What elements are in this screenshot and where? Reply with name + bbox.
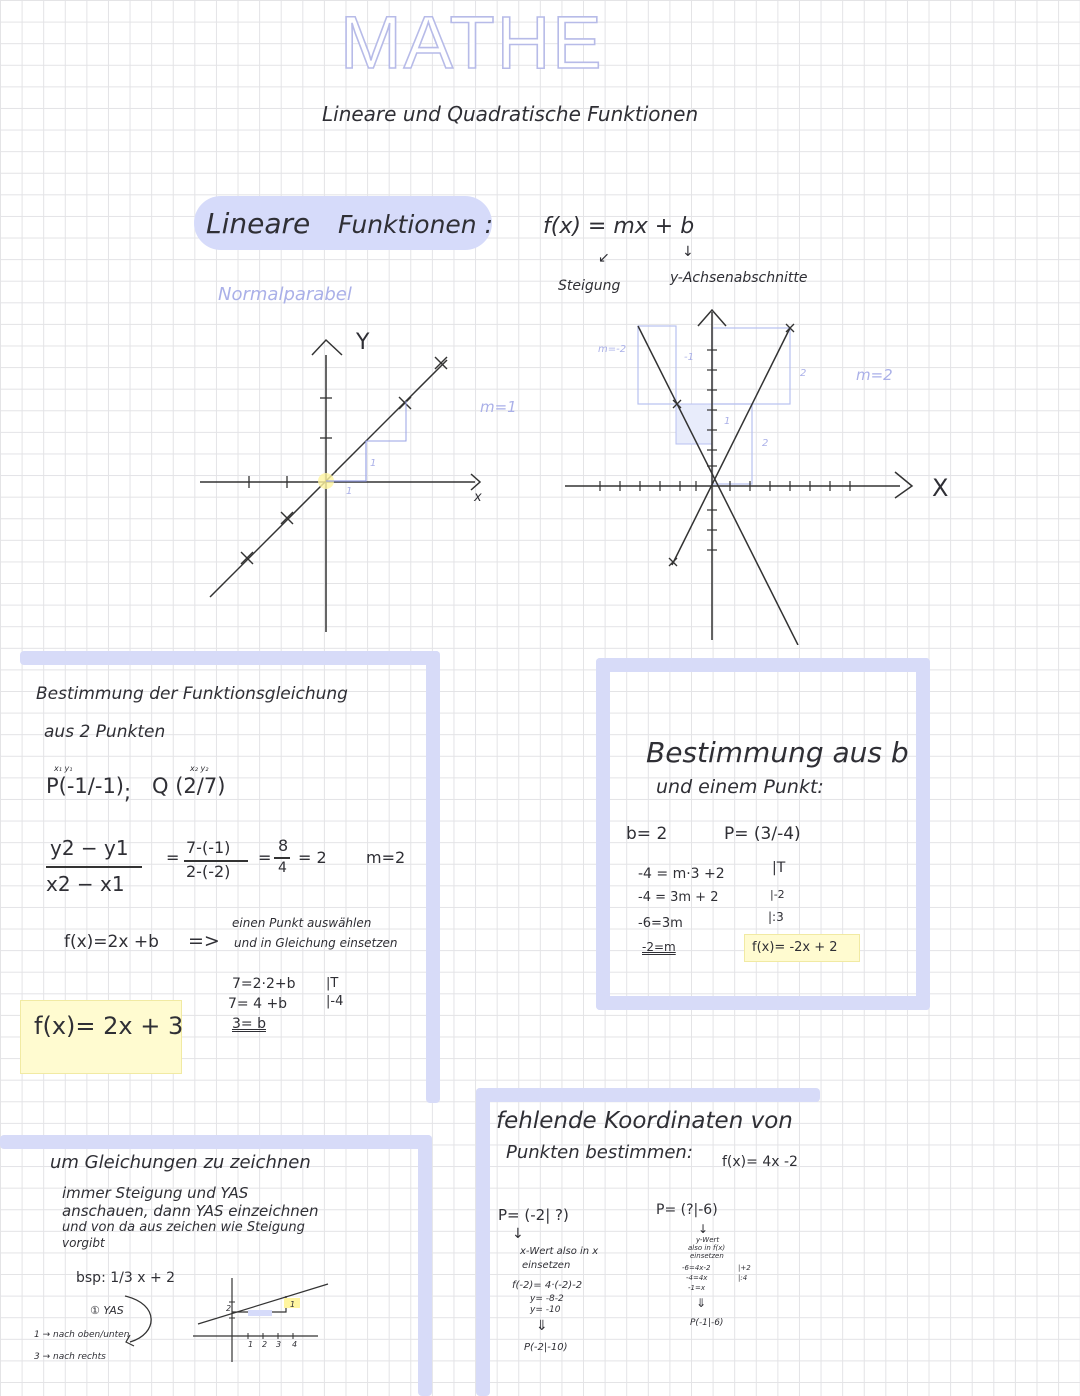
right-note-plus2: |+2	[738, 1264, 751, 1272]
equation-step-1-note: |T	[326, 976, 339, 991]
drawing-text-5: vorgibt	[62, 1236, 105, 1250]
right-result-arrow: ⇓	[696, 1296, 707, 1310]
fx-step: f(x)=2x +b	[64, 932, 159, 952]
right-calc-1: -6=4x-2	[682, 1264, 711, 1272]
left-down-arrow: ↓	[512, 1226, 524, 1242]
left-note-1: x-Wert also in x	[520, 1246, 599, 1257]
right-note-3: einsetzen	[690, 1252, 724, 1260]
calc-result: = 2	[298, 848, 327, 867]
left-result: P(-2|-10)	[524, 1342, 568, 1353]
formula-arrow-m: ↙	[598, 250, 610, 266]
slope-label-m-neg: m=-2	[598, 344, 627, 355]
slope-label-1: 1	[724, 416, 731, 427]
two-points-result: f(x)= 2x + 3	[34, 1012, 184, 1040]
formula-label-b: y-Achsenabschnitte	[670, 270, 808, 286]
drawing-mini-graph	[188, 1274, 338, 1364]
instruction-2: und in Gleichung einsetzen	[234, 936, 398, 950]
slope-denominator: x2 − x1	[46, 872, 125, 896]
drawing-example: bsp: 1/3 x + 2	[76, 1270, 176, 1286]
b-value: b= 2	[626, 824, 668, 844]
drawing-box-right	[418, 1135, 432, 1396]
one-point-point: P= (3/-4)	[724, 824, 801, 844]
missing-box-top	[476, 1088, 820, 1102]
right-result: P(-1|-6)	[690, 1318, 724, 1328]
drawing-text-4: und von da aus zeichen wie Steigung	[62, 1220, 305, 1235]
page-subtitle: Lineare und Quadratische Funktionen	[322, 102, 699, 126]
slope-label-2b: 2	[762, 438, 769, 449]
mini-tick-3: 3	[276, 1340, 282, 1349]
linear-heading-word2: Funktionen :	[338, 210, 494, 239]
equation-step-2: 7= 4 +b	[228, 996, 288, 1012]
two-points-heading-1: Bestimmung der Funktionsgleichung	[36, 684, 348, 704]
calc-denominator: 2-(-2)	[186, 862, 231, 881]
missing-heading-1: fehlende Koordinaten von	[496, 1108, 793, 1134]
frac-bar	[274, 857, 290, 859]
linear-graph	[195, 320, 495, 640]
equation-step-3: 3= b	[232, 1016, 266, 1032]
m-result: m=2	[366, 848, 406, 867]
slope-label-m-pos: m=2	[856, 366, 893, 384]
page-title: MATHE	[340, 1, 604, 84]
right-note-2: also in f(x)	[688, 1244, 726, 1252]
right-calc-2: -4=4x	[686, 1274, 708, 1282]
slope-label-2a: 2	[800, 368, 807, 379]
two-points-heading-2: aus 2 Punkten	[44, 722, 166, 742]
one-point-step-1: -4 = m·3 +2	[638, 866, 725, 882]
drawing-box-top	[0, 1135, 432, 1149]
one-point-box-top	[596, 658, 930, 672]
one-point-heading-2: und einem Punkt:	[656, 776, 824, 798]
calc-numerator: 7-(-1)	[186, 838, 231, 857]
missing-function: f(x)= 4x -2	[722, 1154, 798, 1170]
two-points-box-right	[426, 651, 440, 1103]
one-point-box-bottom	[596, 996, 930, 1010]
drawing-text-3: anschauen, dann YAS einzeichnen	[62, 1202, 319, 1220]
left-calc-3: y= -10	[530, 1305, 561, 1315]
one-point-note-2: |-2	[770, 888, 785, 901]
formula-label-m: Steigung	[558, 278, 621, 294]
drawing-step-3: 3 → nach rechts	[34, 1352, 106, 1362]
linear-axis-x: x	[474, 490, 482, 505]
slope-label-neg1: -1	[684, 352, 694, 363]
frac-numerator: 8	[278, 836, 289, 855]
left-calc-2: y= -8-2	[530, 1294, 564, 1304]
point-sub-q: x₂ y₂	[190, 764, 209, 773]
mini-tick-1: 1	[248, 1340, 254, 1349]
slope-axis-x: X	[932, 474, 949, 502]
linear-axis-y: Y	[356, 330, 370, 355]
equation-step-2-note: |-4	[326, 994, 344, 1009]
one-point-step-4: -2=m	[642, 940, 676, 954]
implies-arrow: =>	[188, 930, 220, 952]
one-point-step-3: -6=3m	[638, 916, 683, 931]
normalparabel-note: Normalparabel	[218, 284, 352, 305]
right-down-arrow: ↓	[698, 1222, 709, 1236]
point-p: P(-1/-1)	[46, 774, 125, 798]
left-point: P= (-2| ?)	[498, 1206, 569, 1224]
slope-fraction-bar	[46, 866, 142, 868]
two-points-box-top	[20, 651, 440, 665]
mini-tick-4: 4	[292, 1340, 298, 1349]
one-point-note-1: |T	[772, 860, 786, 876]
linear-graph-label-1b: 1	[346, 486, 353, 497]
point-sub-p: x₁ y₁	[54, 764, 73, 773]
mini-tick-2: 2	[262, 1340, 268, 1349]
calc-equals: =	[166, 848, 180, 867]
mini-label-1: 1	[290, 1300, 296, 1309]
drawing-step-1: ① YAS	[90, 1304, 124, 1317]
one-point-note-3: |:3	[768, 910, 784, 924]
linear-graph-label-m: m=1	[480, 398, 517, 416]
calc-equals-2: =	[258, 848, 272, 867]
slope-numerator: y2 − y1	[50, 836, 129, 860]
left-calc-1: f(-2)= 4·(-2)-2	[512, 1280, 583, 1291]
drawing-text-2: immer Steigung und YAS	[62, 1184, 249, 1202]
frac-denominator: 4	[278, 860, 287, 876]
one-point-box-left	[596, 658, 610, 1010]
one-point-step-2: -4 = 3m + 2	[638, 890, 719, 905]
instruction-1: einen Punkt auswählen	[232, 916, 372, 930]
drawing-text-1: um Gleichungen zu zeichnen	[50, 1152, 311, 1173]
formula-arrow-b: ↓	[682, 244, 694, 260]
point-separator: ;	[124, 780, 132, 804]
missing-heading-2: Punkten bestimmen:	[506, 1142, 693, 1163]
one-point-result: f(x)= -2x + 2	[752, 940, 838, 955]
drawing-curve-arrow	[120, 1290, 160, 1350]
mini-label-2: 2	[226, 1304, 232, 1313]
linear-graph-label-1a: 1	[370, 458, 377, 469]
right-note-div4: |:4	[738, 1274, 748, 1282]
left-note-2: einsetzen	[522, 1260, 571, 1271]
missing-box-left	[476, 1088, 490, 1396]
linear-heading-word1: Lineare	[206, 207, 311, 240]
formula-main: f(x) = mx + b	[543, 214, 695, 239]
equation-step-1: 7=2·2+b	[232, 976, 296, 992]
drawing-step-2: 1 → nach oben/unten	[34, 1330, 130, 1340]
right-calc-3: -1=x	[688, 1284, 705, 1292]
one-point-box-right	[916, 658, 930, 1010]
one-point-heading-1: Bestimmung aus b	[646, 736, 909, 769]
point-q: Q (2/7)	[152, 774, 226, 798]
right-point: P= (?|-6)	[656, 1202, 718, 1218]
right-note-1: y-Wert	[696, 1236, 720, 1244]
left-result-arrow: ⇓	[536, 1318, 548, 1334]
